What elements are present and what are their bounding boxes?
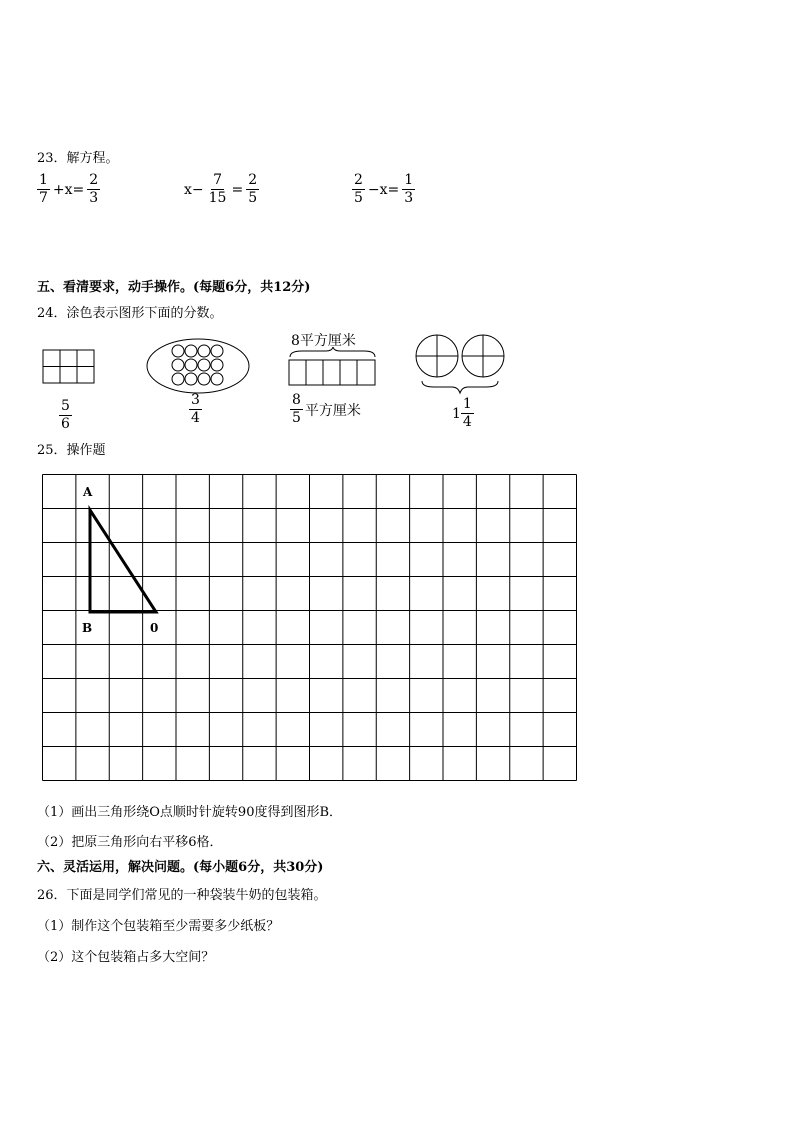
- q26-title: 26．下面是同学们常见的一种袋装牛奶的包装箱。: [37, 888, 327, 903]
- equation-1: [37, 172, 100, 207]
- square-grid[interactable]: [40, 472, 580, 782]
- triangle: [90, 510, 156, 612]
- fraction: $\frac{2}{5}$: [354, 172, 363, 206]
- quartered-circles-figure[interactable]: [414, 333, 508, 395]
- point-o-label: 0: [150, 621, 159, 635]
- point-a-label: A: [83, 485, 93, 499]
- section6-heading: 六、灵活运用，解决问题。(每小题6分，共30分): [37, 860, 324, 875]
- point-b-label: B: [82, 621, 93, 635]
- fraction: $\frac{1}{3}$: [404, 172, 414, 206]
- fig3-top-label: 8平方厘米: [291, 333, 356, 349]
- equation-3: [352, 172, 415, 207]
- q25-sub2: （2）把原三角形向右平移6格．: [37, 835, 223, 850]
- q24-title: 24．涂色表示图形下面的分数。: [37, 306, 223, 321]
- fig1-fraction: $\frac{5}{6}$: [61, 398, 70, 432]
- equation-2: [181, 172, 259, 207]
- grid-figure[interactable]: [42, 349, 96, 385]
- q25-sub1: （1）画出三角形绕O点顺时针旋转90度得到图形B．: [37, 805, 343, 820]
- fraction: $\frac{1}{7}$: [39, 172, 48, 206]
- equation-operator: +x=: [52, 181, 85, 198]
- fig2-fraction: $\frac{3}{4}$: [191, 392, 200, 426]
- fraction: $\frac{7}{15}$: [208, 172, 227, 206]
- q23-title: 23．解方程。: [37, 151, 119, 166]
- fraction: $\frac{2}{5}$: [248, 172, 258, 206]
- ellipse-circles-figure[interactable]: [145, 337, 251, 395]
- equation-operator: −x=: [367, 181, 400, 198]
- segmented-bar-figure[interactable]: [288, 347, 378, 387]
- q25-title: 25．操作题: [37, 443, 106, 458]
- section5-heading: 五、看清要求，动手操作。(每题6分，共12分): [37, 280, 311, 295]
- fig4-mixed-number: 1 $\frac{1}{4}$: [452, 396, 472, 430]
- q26-sub1: （1）制作这个包装箱至少需要多少纸板？: [37, 919, 280, 934]
- fraction: $\frac{2}{3}$: [89, 172, 99, 206]
- q26-sub2: （2）这个包装箱占多大空间？: [37, 950, 215, 965]
- fig3-unit: 平方厘米: [304, 402, 361, 419]
- equation-operator: =: [231, 181, 244, 198]
- fig3-fraction: $\frac{8}{5}$ 平方厘米: [292, 392, 361, 426]
- equation-prefix: x−: [184, 181, 204, 198]
